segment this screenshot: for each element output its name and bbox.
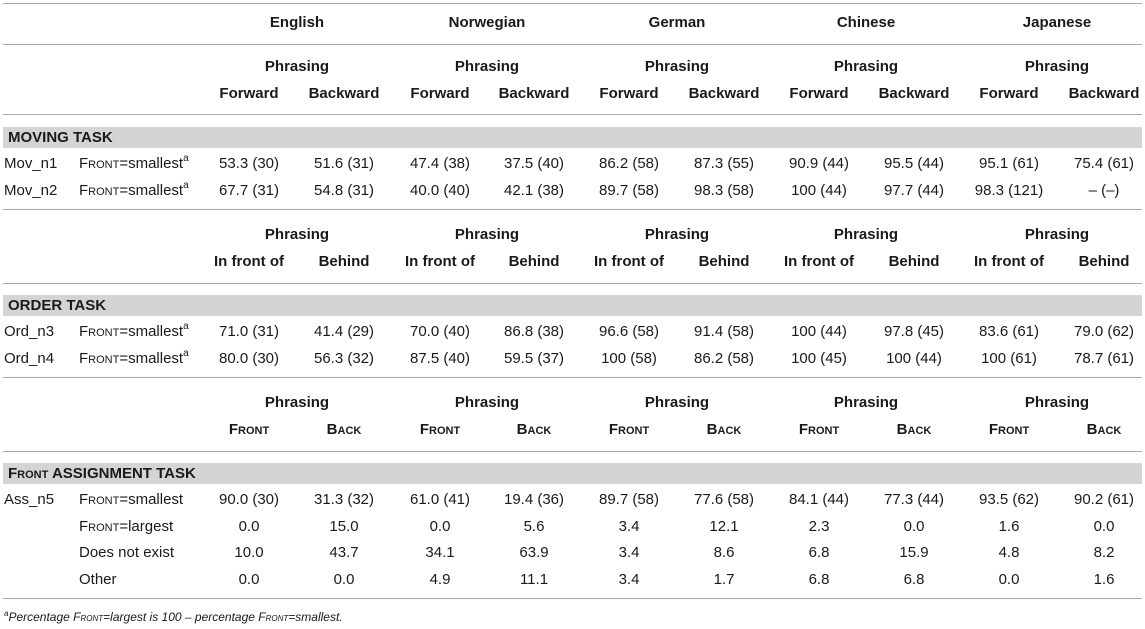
column-subheader: In front of (594, 253, 664, 270)
column-subheader: Back (1086, 421, 1122, 438)
data-cell: 54.8 (31) (313, 182, 375, 199)
column-subheader: Backward (308, 85, 380, 102)
row-label (79, 491, 183, 508)
data-cell: 83.6 (61) (978, 323, 1040, 340)
row-id: Ord_n3 (4, 323, 55, 340)
data-cell: 6.8 (808, 544, 830, 561)
phrasing-header: Phrasing (264, 58, 330, 75)
data-cell: 11.1 (519, 571, 549, 588)
row-id: Mov_n2 (4, 182, 58, 199)
section-title-text: ORDER TASK (8, 297, 107, 314)
row-label (79, 544, 174, 561)
section-title-text: ASSIGNMENT TASK (48, 465, 196, 482)
data-cell: 0.0 (238, 571, 260, 588)
column-subheader: Forward (789, 85, 849, 102)
data-cell: 10.0 (234, 544, 264, 561)
data-cell: 4.9 (429, 571, 451, 588)
column-subheader: In front of (405, 253, 475, 270)
data-cell: 98.3 (121) (974, 182, 1044, 199)
footnote-text: =smallest. (288, 610, 343, 624)
data-cell: 8.2 (1093, 544, 1115, 561)
data-cell: 89.7 (58) (598, 491, 660, 508)
data-cell: 42.1 (38) (503, 182, 565, 199)
phrasing-header: Phrasing (1024, 226, 1090, 243)
language-header-norwegian: Norwegian (448, 14, 526, 31)
row-id: Ord_n4 (4, 350, 55, 367)
data-cell: 86.2 (58) (598, 155, 660, 172)
column-subheader: Front (419, 421, 461, 438)
data-cell: 97.7 (44) (883, 182, 945, 199)
data-cell: 87.3 (55) (693, 155, 755, 172)
data-cell: 37.5 (40) (503, 155, 565, 172)
column-subheader: Back (326, 421, 362, 438)
phrasing-header: Phrasing (644, 226, 710, 243)
data-cell: 95.5 (44) (883, 155, 945, 172)
section-title-smallcaps: Front (8, 465, 49, 482)
data-cell: 51.6 (31) (313, 155, 375, 172)
data-cell: 98.3 (58) (693, 182, 755, 199)
footnote-marker: a (183, 153, 189, 164)
data-cell: 0.0 (429, 518, 451, 535)
data-cell: 31.3 (32) (313, 491, 375, 508)
data-cell: 77.6 (58) (693, 491, 755, 508)
footnote-marker: a (4, 609, 9, 618)
data-cell: 100 (45) (791, 350, 847, 367)
section-title-text: MOVING TASK (8, 129, 113, 146)
data-cell: 71.0 (31) (218, 323, 280, 340)
data-cell: 90.9 (44) (788, 155, 850, 172)
row-id: Mov_n1 (4, 155, 58, 172)
data-cell: 84.1 (44) (788, 491, 850, 508)
phrasing-header: Phrasing (264, 226, 330, 243)
data-cell: 3.4 (618, 571, 640, 588)
column-subheader: In front of (974, 253, 1044, 270)
phrasing-header: Phrasing (644, 394, 710, 411)
row-label (79, 323, 189, 340)
column-subheader: Behind (508, 253, 560, 270)
column-subheader: Back (516, 421, 552, 438)
row-label-text: =smallest (119, 182, 184, 199)
section-title (8, 465, 196, 482)
top-rule (3, 3, 1142, 4)
section-band-1 (3, 295, 1142, 316)
data-cell: 100 (44) (791, 323, 847, 340)
data-cell: 6.8 (903, 571, 925, 588)
row-label-smallcaps: Front (79, 518, 120, 535)
row-label (79, 350, 189, 367)
divider-line (3, 209, 1142, 210)
language-header-german: German (648, 14, 706, 31)
column-subheader: Behind (698, 253, 750, 270)
data-cell: 100 (44) (791, 182, 847, 199)
data-cell: 1.6 (998, 518, 1020, 535)
data-cell: 3.4 (618, 518, 640, 535)
data-cell: 63.9 (519, 544, 549, 561)
divider-line (3, 377, 1142, 378)
data-cell: 47.4 (38) (409, 155, 471, 172)
data-cell: 78.7 (61) (1073, 350, 1135, 367)
data-cell: 0.0 (333, 571, 355, 588)
data-cell: 40.0 (40) (409, 182, 471, 199)
data-cell: 86.8 (38) (503, 323, 565, 340)
data-cell: 100 (44) (886, 350, 942, 367)
data-cell: 0.0 (238, 518, 260, 535)
footnote-text: =largest is 100 – percentage (103, 610, 259, 624)
row-label-smallcaps: Front (79, 491, 120, 508)
divider-line (3, 283, 1142, 284)
data-cell: 100 (61) (981, 350, 1037, 367)
divider-line (3, 598, 1142, 599)
data-cell: 70.0 (40) (409, 323, 471, 340)
column-subheader: Front (798, 421, 840, 438)
column-subheader: Front (608, 421, 650, 438)
column-subheader: In front of (214, 253, 284, 270)
data-cell: 43.7 (329, 544, 359, 561)
data-cell: 41.4 (29) (313, 323, 375, 340)
phrasing-header: Phrasing (1024, 58, 1090, 75)
column-subheader: Backward (1068, 85, 1140, 102)
data-cell: 1.7 (713, 571, 735, 588)
footnote-smallcaps: Front (73, 610, 104, 624)
row-id: Ass_n5 (4, 491, 55, 508)
footnote-marker: a (183, 348, 189, 359)
data-cell: 93.5 (62) (978, 491, 1040, 508)
phrasing-header: Phrasing (833, 226, 899, 243)
column-subheader: Front (228, 421, 270, 438)
data-cell: 4.8 (998, 544, 1020, 561)
phrasing-header: Phrasing (264, 394, 330, 411)
column-subheader: Front (988, 421, 1030, 438)
row-label (79, 182, 189, 199)
data-cell: 86.2 (58) (693, 350, 755, 367)
data-cell: 90.2 (61) (1073, 491, 1135, 508)
phrasing-header: Phrasing (644, 58, 710, 75)
data-cell: 0.0 (1093, 518, 1115, 535)
data-cell: 15.0 (329, 518, 359, 535)
footnote-marker: a (183, 180, 189, 191)
phrasing-header: Phrasing (833, 394, 899, 411)
phrasing-header: Phrasing (454, 58, 520, 75)
data-cell: 53.3 (30) (218, 155, 280, 172)
data-cell: 8.6 (713, 544, 735, 561)
data-cell: 87.5 (40) (409, 350, 471, 367)
row-label (79, 571, 117, 588)
column-subheader: Behind (888, 253, 940, 270)
data-cell: 2.3 (808, 518, 830, 535)
data-cell: 77.3 (44) (883, 491, 945, 508)
data-cell: 0.0 (998, 571, 1020, 588)
column-subheader: Behind (1078, 253, 1130, 270)
data-cell: 3.4 (618, 544, 640, 561)
column-subheader: In front of (784, 253, 854, 270)
data-cell: 96.6 (58) (598, 323, 660, 340)
column-subheader: Backward (498, 85, 570, 102)
section-title (8, 129, 113, 146)
row-label-smallcaps: Front (79, 350, 120, 367)
language-header-english: English (269, 14, 325, 31)
data-cell: 90.0 (30) (218, 491, 280, 508)
section-title (8, 297, 106, 314)
row-label-smallcaps: Front (79, 182, 120, 199)
data-cell: 89.7 (58) (598, 182, 660, 199)
row-label-text: Other (79, 571, 117, 588)
row-label-smallcaps: Front (79, 323, 120, 340)
phrasing-header: Phrasing (454, 394, 520, 411)
data-cell: 79.0 (62) (1073, 323, 1135, 340)
footnote-marker: a (183, 321, 189, 332)
divider-line (3, 114, 1142, 115)
data-cell: 15.9 (899, 544, 929, 561)
column-subheader: Forward (599, 85, 659, 102)
row-label-text: =smallest (119, 155, 184, 172)
language-header-chinese: Chinese (836, 14, 896, 31)
data-cell: 1.6 (1093, 571, 1115, 588)
row-label-smallcaps: Front (79, 155, 120, 172)
data-cell: 91.4 (58) (693, 323, 755, 340)
data-cell: 19.4 (36) (503, 491, 565, 508)
data-cell: 97.8 (45) (883, 323, 945, 340)
section-band-2 (3, 463, 1142, 484)
column-subheader: Back (706, 421, 742, 438)
column-subheader: Forward (219, 85, 279, 102)
data-cell: – (–) (1088, 182, 1120, 199)
row-label-text: =smallest (119, 491, 184, 508)
column-subheader: Forward (979, 85, 1039, 102)
phrasing-header: Phrasing (454, 226, 520, 243)
footnote-smallcaps: Front (258, 610, 289, 624)
column-subheader: Back (896, 421, 932, 438)
data-cell: 75.4 (61) (1073, 155, 1135, 172)
phrasing-header: Phrasing (1024, 394, 1090, 411)
data-cell: 95.1 (61) (978, 155, 1040, 172)
column-subheader: Backward (878, 85, 950, 102)
data-cell: 100 (58) (601, 350, 657, 367)
data-cell: 56.3 (32) (313, 350, 375, 367)
column-subheader: Behind (318, 253, 370, 270)
data-cell: 67.7 (31) (218, 182, 280, 199)
column-subheader: Forward (410, 85, 470, 102)
row-label-text: Does not exist (79, 544, 175, 561)
data-cell: 5.6 (523, 518, 545, 535)
row-label (79, 518, 173, 535)
data-cell: 61.0 (41) (409, 491, 471, 508)
section-band-0 (3, 127, 1142, 148)
language-header-japanese: Japanese (1022, 14, 1092, 31)
row-label-text: =smallest (119, 350, 184, 367)
data-cell: 34.1 (425, 544, 455, 561)
data-cell: 0.0 (903, 518, 925, 535)
divider-line (3, 44, 1142, 45)
footnote (4, 610, 343, 624)
row-label-text: =smallest (119, 323, 184, 340)
row-label (79, 155, 189, 172)
data-cell: 12.1 (709, 518, 739, 535)
data-cell: 6.8 (808, 571, 830, 588)
data-cell: 59.5 (37) (503, 350, 565, 367)
column-subheader: Backward (688, 85, 760, 102)
row-label-text: =largest (119, 518, 174, 535)
footnote-text: Percentage (8, 610, 74, 624)
data-cell: 80.0 (30) (218, 350, 280, 367)
divider-line (3, 451, 1142, 452)
phrasing-header: Phrasing (833, 58, 899, 75)
